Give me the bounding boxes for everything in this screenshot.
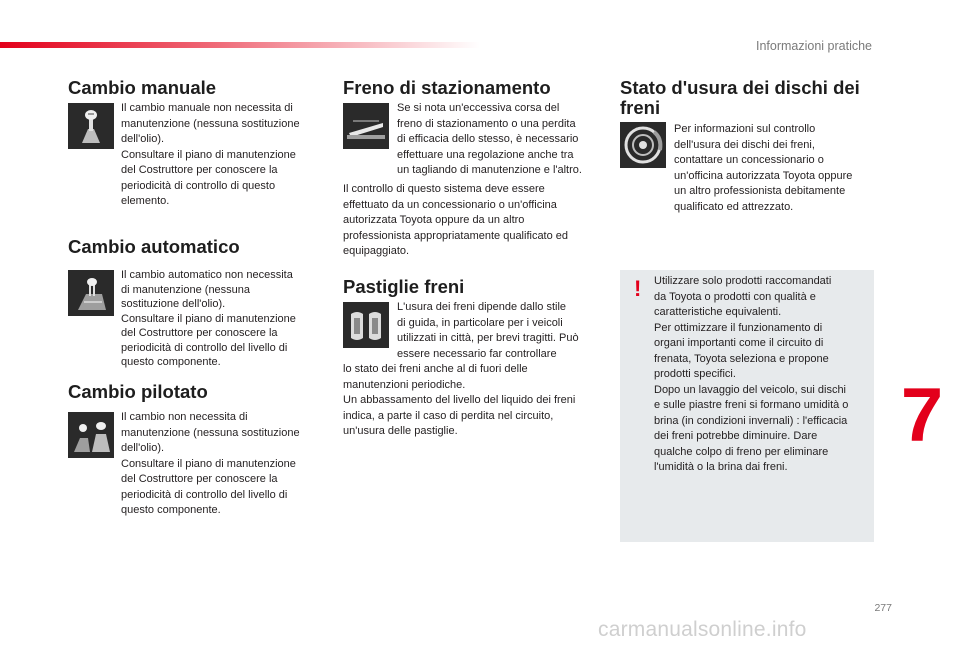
automatic-gearshift-icon xyxy=(68,270,114,316)
text-freno-stazionamento-side: Se si nota un'eccessiva corsa del freno di stazionamento o una perdita di efficacia dello stesso, è necessario effettuare una regolazione anche tra un tagliando di manutenzione e l'altro. xyxy=(397,102,582,176)
warning-text: Utilizzare solo prodotti raccomandati da Toyota o prodotti con qualità e caratteristiche equivalenti. Per ottimizzare il funzionamento di organi importanti come il circuito di frenata, Toyota seleziona e propone prodotti specifici. Dopo un lavaggio del veicolo, sui dischi e sulle piastre freni si formano umidità o brina (in condizioni invernali) : l'efficacia dei freni potrebbe diminuire. Dare qualche colpo di freno per eliminare l'umidità o la brina dai freni. xyxy=(654,275,849,473)
text-cambio-automatico: Il cambio automatico non necessita di manutenzione (nessuna sostituzione dell'olio). Consultare il piano di manutenzione del Costruttore per conoscere la periodicità di controllo del livello di questo componente. xyxy=(121,269,296,368)
watermark: carmanualsonline.info xyxy=(598,618,807,641)
piloted-gearshift-icon xyxy=(68,412,114,458)
text-stato-usura-dischi: Per informazioni sul controllo dell'usura dei dischi dei freni, contattare un concessionario o un'officina autorizzata Toyota oppure un altro professionista debitamente qualificato ed attrezzato. xyxy=(674,123,853,213)
text-freno-stazionamento: Il controllo di questo sistema deve essere effettuato da un concessionario o un'officina autorizzata Toyota oppure da un altro professionista appropriatamente qualificato ed equipaggiato. xyxy=(343,183,569,257)
text-cambio-manuale: Il cambio manuale non necessita di manutenzione (nessuna sostituzione dell'olio). Consultare il piano di manutenzione del Costruttore per conoscere la periodicità di controllo di questo elemento. xyxy=(121,102,300,207)
heading-cambio-pilotato: Cambio pilotato xyxy=(68,381,208,402)
parking-brake-lever-icon xyxy=(343,103,389,149)
chapter-number: 7 xyxy=(900,373,944,458)
section-header: Informazioni pratiche xyxy=(755,39,872,53)
warning-icon: ! xyxy=(634,276,642,301)
text-pastiglie-side: L'usura dei freni dipende dallo stile di guida, in particolare per i veicoli utilizzati in città, per brevi tragitti. Può essere necessario far controllare xyxy=(397,301,579,360)
brake-pads-icon xyxy=(343,302,389,348)
warning-box xyxy=(620,270,874,542)
heading-cambio-automatico: Cambio automatico xyxy=(68,236,240,257)
header-accent-bar xyxy=(0,42,480,48)
heading-freno-stazionamento: Freno di stazionamento xyxy=(343,77,551,98)
text-cambio-pilotato: Il cambio non necessita di manutenzione (nessuna sostituzione dell'olio). Consultare il piano di manutenzione del Costruttore per conoscere la periodicità di controllo del livello di questo componente. xyxy=(121,411,300,516)
brake-disc-icon xyxy=(620,122,666,168)
heading-cambio-manuale: Cambio manuale xyxy=(68,77,217,98)
heading-pastiglie-freni: Pastiglie freni xyxy=(343,276,465,297)
text-pastiglie-freni: lo stato dei freni anche al di fuori delle manutenzioni periodiche. Un abbassamento del livello del liquido dei freni indica, a parte il caso di perdita nel circuito, un'usura delle pastiglie. xyxy=(343,363,576,437)
manual-gearshift-icon xyxy=(68,103,114,149)
page-number: 277 xyxy=(874,602,892,614)
heading-stato-usura-dischi: Stato d'usura dei dischi dei freni xyxy=(620,77,860,118)
